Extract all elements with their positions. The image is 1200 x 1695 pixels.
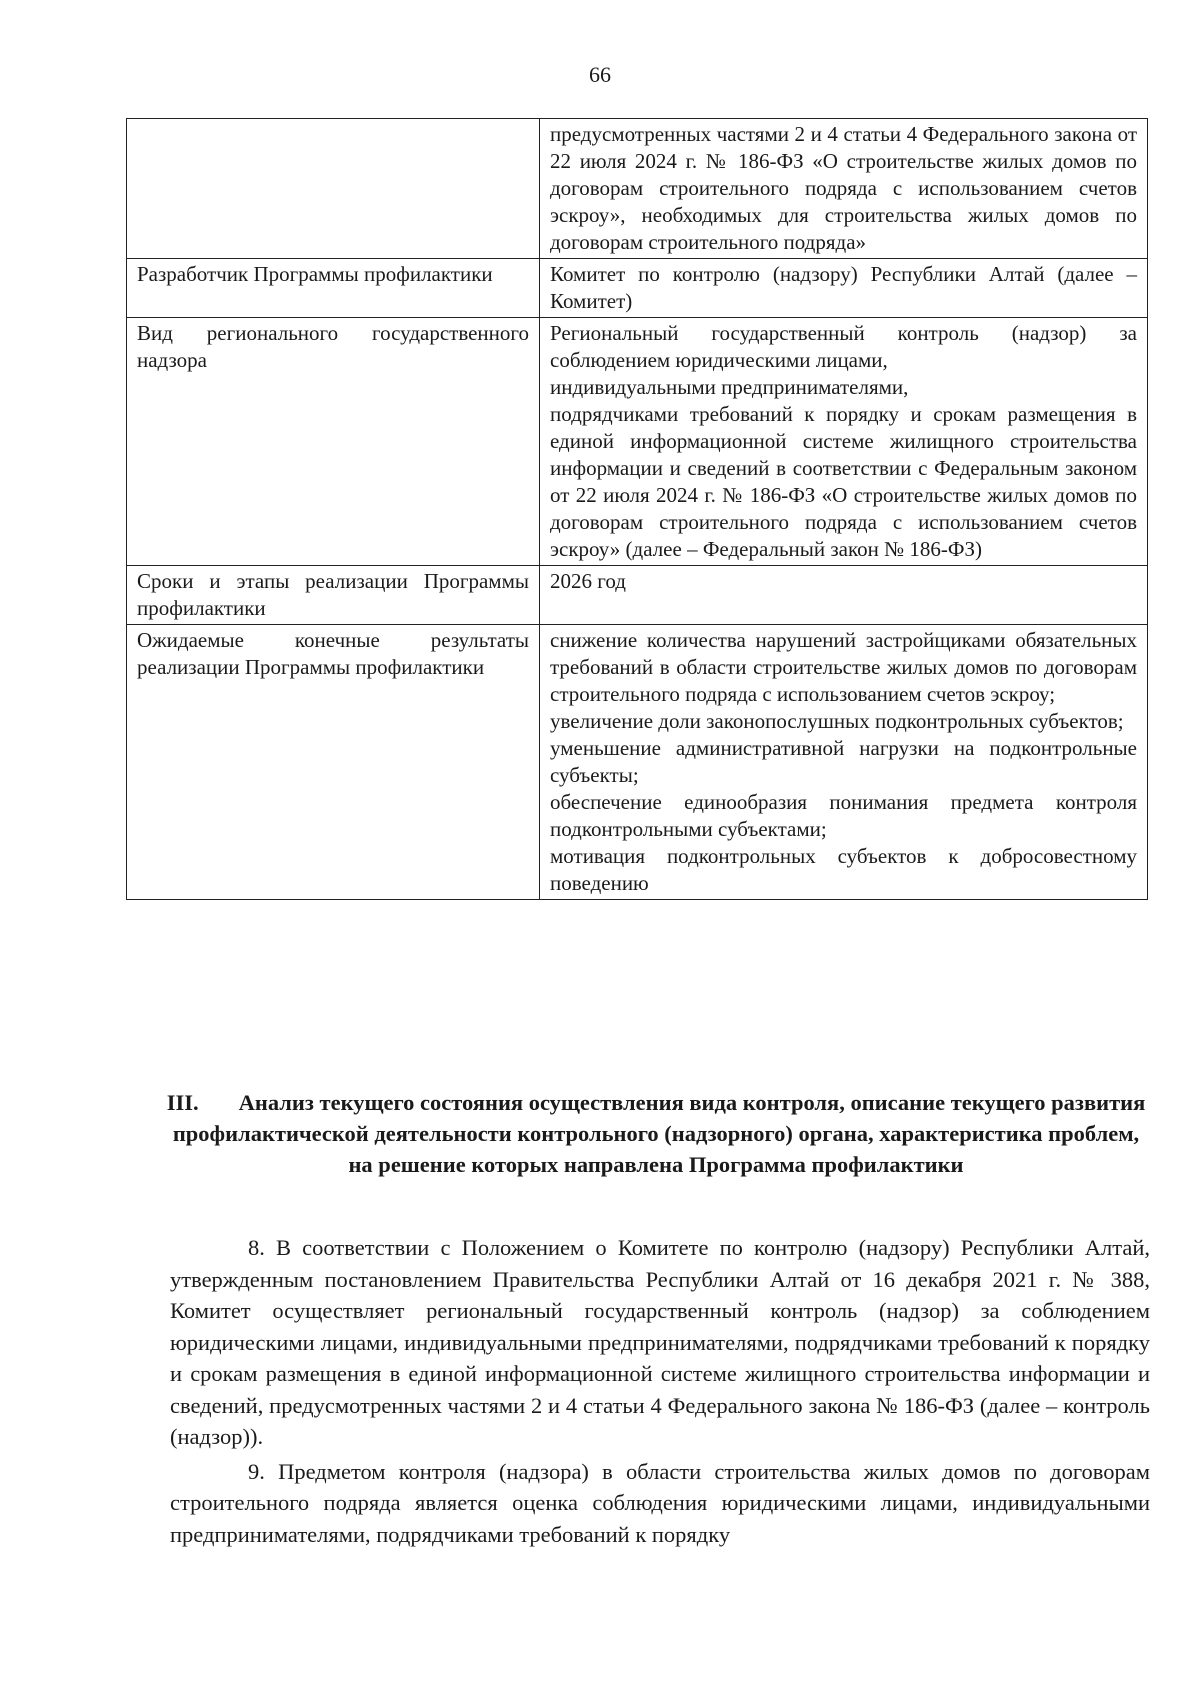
- cell-paragraph: Комитет по контролю (надзору) Республики Алтай (далее – Комитет): [550, 262, 1137, 313]
- body-text: [170, 1232, 1150, 1553]
- cell-paragraph: Региональный государственный контроль (надзор) за соблюдением юридическими лицами,: [550, 321, 1137, 372]
- cell-paragraph: индивидуальными предпринимателями,: [550, 375, 909, 399]
- section-number: III.: [166, 1090, 199, 1115]
- table-cell-left: [127, 119, 540, 259]
- section-heading: [160, 1087, 1152, 1180]
- table-row: [127, 318, 1148, 566]
- table-row: [127, 119, 1148, 259]
- cell-paragraph: Ожидаемые конечные результаты реализации Программы профилактики: [137, 628, 529, 679]
- table-row: [127, 259, 1148, 318]
- cell-paragraph: увеличение доли законопослушных подконтрольных субъектов;: [550, 709, 1124, 733]
- section-title: Анализ текущего состояния осуществления вида контроля, описание текущего развития профилактической деятельности контрольного (надзорного) органа, характеристика проблем, на решение которых направлена Программа профилактики: [172, 1090, 1146, 1177]
- cell-paragraph: обеспечение единообразия понимания предмета контроля подконтрольными субъектами;: [550, 790, 1137, 841]
- table-cell-left: [127, 566, 540, 625]
- cell-paragraph: предусмотренных частями 2 и 4 статьи 4 Федерального закона от 22 июля 2024 г. № 186-ФЗ «О строительстве жилых домов по договорам строительного подряда с использованием счетов эскроу», необходимых для строительства жилых домов по договорам строительного подряда»: [550, 122, 1137, 254]
- cell-paragraph: снижение количества нарушений застройщиками обязательных требований в области строительстве жилых домов по договорам строительного подряда с использованием счетов эскроу;: [550, 628, 1137, 706]
- paragraph: 8. В соответствии с Положением о Комитете по контролю (надзору) Республики Алтай, утвержденным постановлением Правительства Республики Алтай от 16 декабря 2021 г. № 388, Комитет осуществляет региональный государственный контроль (надзор) за соблюдением юридическими лицами, индивидуальными предпринимателями, подрядчиками требований к порядку и срокам размещения в единой информационной системе жилищного строительства информации и сведений, предусмотренных частями 2 и 4 статьи 4 Федерального закона № 186-ФЗ (далее – контроль (надзор)).: [170, 1235, 1150, 1449]
- cell-paragraph: 2026 год: [550, 569, 626, 593]
- table-cell-right: [540, 566, 1148, 625]
- paragraph: 9. Предметом контроля (надзора) в области строительства жилых домов по договорам строительного подряда является оценка соблюдения юридическими лицами, индивидуальными предпринимателями, подрядчиками требований к порядку: [170, 1458, 1150, 1547]
- table-row: [127, 566, 1148, 625]
- table-cell-right: [540, 625, 1148, 900]
- table-cell-left: [127, 318, 540, 566]
- table-cell-right: [540, 318, 1148, 566]
- cell-paragraph: мотивация подконтрольных субъектов к добросовестному поведению: [550, 844, 1137, 895]
- cell-paragraph: Сроки и этапы реализации Программы профилактики: [137, 569, 529, 620]
- table-cell-left: [127, 625, 540, 900]
- cell-paragraph: подрядчиками требований к порядку и срокам размещения в единой информационной системе жилищного строительства информации и сведений в соответствии с Федеральным законом от 22 июля 2024 г. № 186-ФЗ «О строительстве жилых домов по договорам строительного подряда с использованием счетов эскроу» (далее – Федеральный закон № 186-ФЗ): [550, 402, 1137, 561]
- cell-paragraph: Вид регионального государственного надзора: [137, 321, 529, 372]
- table-row: [127, 625, 1148, 900]
- table-cell-right: [540, 259, 1148, 318]
- table-cell-left: Разработчик Программы профилактики: [127, 259, 540, 318]
- table-cell-right: [540, 119, 1148, 259]
- page-number: 66: [589, 62, 611, 87]
- cell-paragraph: уменьшение административной нагрузки на подконтрольные субъекты;: [550, 736, 1137, 787]
- program-passport-table: [126, 118, 1148, 900]
